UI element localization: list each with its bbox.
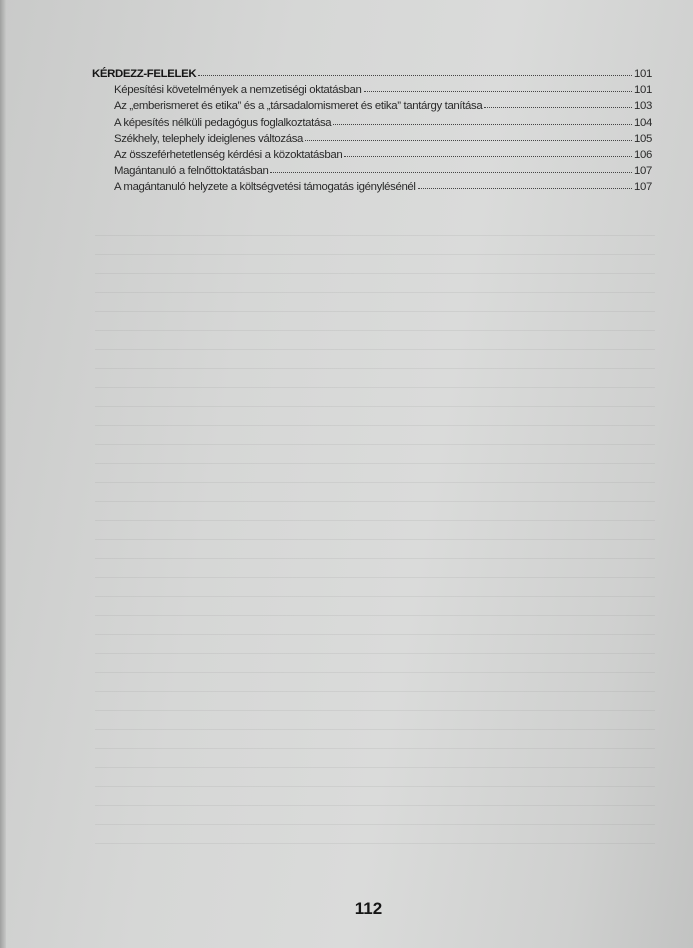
toc-entry-title: A magántanuló helyzete a költségvetési támogatás igénylésénél <box>114 181 416 194</box>
dot-leader <box>198 75 632 76</box>
toc-section-heading <box>92 66 652 82</box>
toc-entry <box>92 82 652 98</box>
show-through-text <box>95 225 655 845</box>
toc-entry-title: Képesítési követelmények a nemzetiségi oktatásban <box>114 84 362 97</box>
toc-entry-title: A képesítés nélküli pedagógus foglalkoztatása <box>114 116 332 129</box>
toc-entry-page: 103 <box>634 100 652 113</box>
toc-entry-page: 107 <box>634 181 652 194</box>
toc-entry-title: Székhely, telephely ideiglenes változása <box>114 132 304 145</box>
toc-section-title: KÉRDEZZ-FELELEK <box>92 68 197 80</box>
toc-entry <box>92 179 652 195</box>
toc-entry <box>92 147 652 163</box>
dot-leader <box>333 124 632 125</box>
toc-entry-page: 106 <box>634 149 652 162</box>
dot-leader <box>484 107 632 108</box>
toc-entry-title: Az „emberismeret és etika” és a „társadalomismeret és etika” tantárgy tanítása <box>114 100 483 113</box>
toc-entry-page: 101 <box>634 84 652 97</box>
dot-leader <box>418 188 632 189</box>
toc-entry <box>92 131 652 147</box>
toc-entry-page: 107 <box>634 165 652 178</box>
table-of-contents <box>92 66 652 196</box>
toc-entry-title: Magántanuló a felnőttoktatásban <box>114 165 269 178</box>
toc-entry-page: 104 <box>634 116 652 129</box>
page-edge-shadow <box>0 0 6 948</box>
dot-leader <box>344 156 632 157</box>
toc-entry <box>92 115 652 131</box>
toc-section-page: 101 <box>634 68 652 80</box>
dot-leader <box>305 140 632 141</box>
page-number: 112 <box>354 899 383 918</box>
dot-leader <box>270 172 632 173</box>
toc-entry <box>92 163 652 179</box>
toc-entry-title: Az összeférhetetlenség kérdési a közoktatásban <box>114 149 343 162</box>
toc-entry <box>92 98 652 114</box>
toc-entry-page: 105 <box>634 132 652 145</box>
dot-leader <box>364 91 633 92</box>
